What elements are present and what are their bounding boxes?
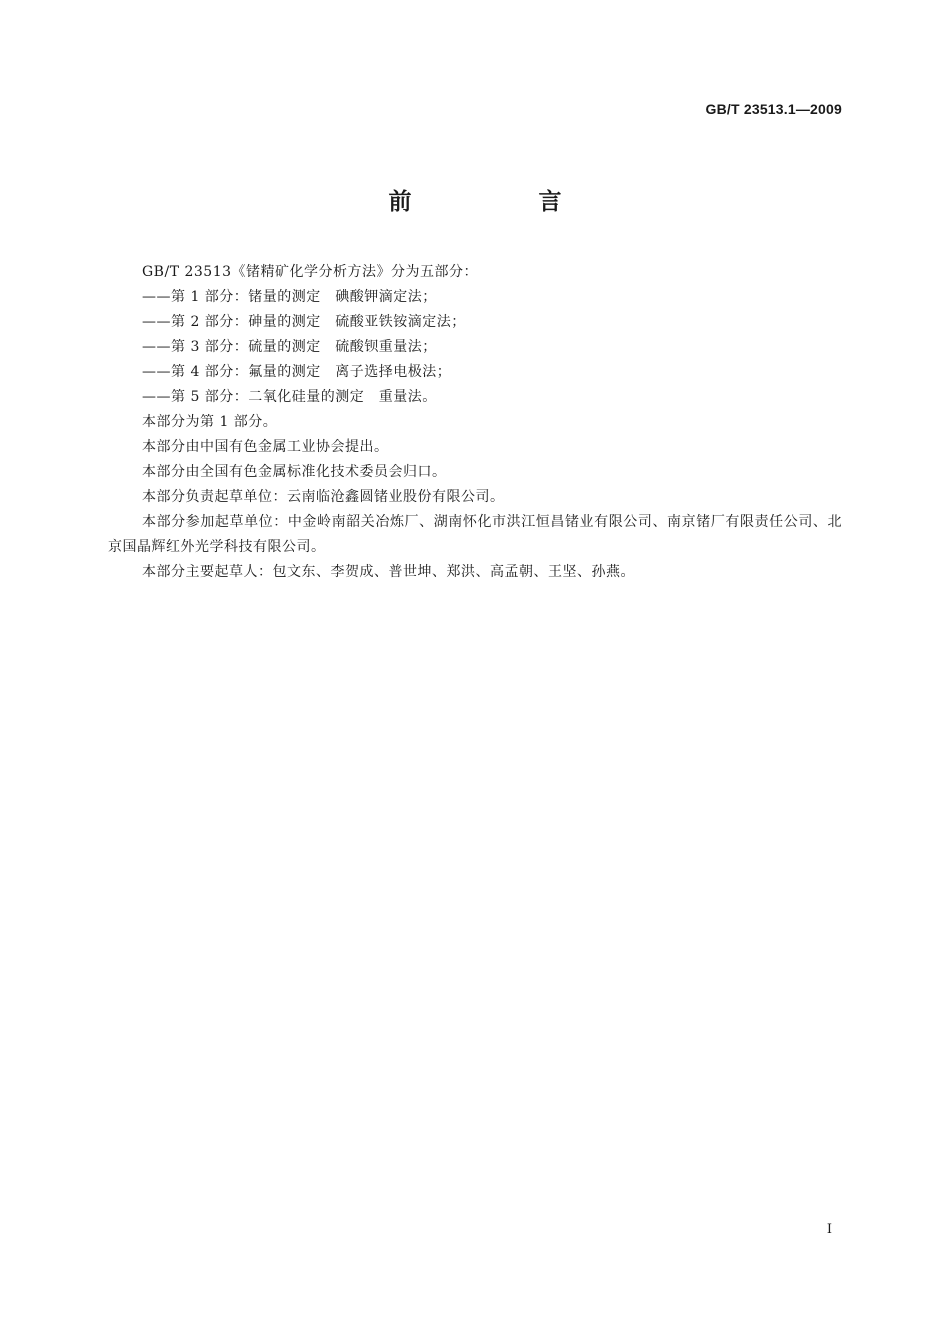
paragraph-main-drafters: 本部分主要起草人：包文东、李贺成、普世坤、郑洪、高孟朝、王坚、孙燕。 [142,564,635,580]
paragraph-responsible-drafter: 本部分负责起草单位：云南临沧鑫圆锗业股份有限公司。 [142,489,505,505]
paragraph-proposed-by: 本部分由中国有色金属工业协会提出。 [142,439,389,455]
list-item-part-4: ——第 4 部分：氟量的测定 离子选择电极法； [142,364,452,380]
list-item-part-5: ——第 5 部分：二氧化硅量的测定 重量法。 [142,389,437,405]
list-item-part-2: ——第 2 部分：砷量的测定 硫酸亚铁铵滴定法； [142,314,466,330]
paragraph-this-part: 本部分为第 1 部分。 [142,414,278,430]
list-item-part-1: ——第 1 部分：锗量的测定 碘酸钾滴定法； [142,289,437,305]
list-item-part-3: ——第 3 部分：硫量的测定 硫酸钡重量法； [142,339,437,355]
foreword-body [108,260,842,585]
page-title: 前 言 [388,189,614,215]
standard-number: GB/T 23513.1—2009 [705,101,842,117]
paragraph-centralized-by: 本部分由全国有色金属标准化技术委员会归口。 [142,464,447,480]
paragraph-participating-drafters: 本部分参加起草单位：中金岭南韶关冶炼厂、湖南怀化市洪江恒昌锗业有限公司、南京锗厂有限责任公司、北京国晶辉红外光学科技有限公司。 [108,514,842,555]
page-number: I [826,1222,832,1237]
paragraph-intro: GB/T 23513《锗精矿化学分析方法》分为五部分： [142,264,479,280]
